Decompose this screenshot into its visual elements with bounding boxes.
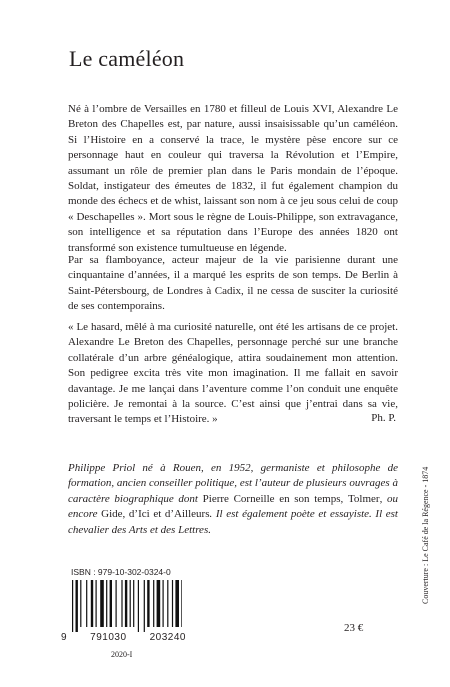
barcode-bar [144, 580, 145, 632]
barcode-bar [153, 580, 154, 627]
barcode-digits [61, 632, 186, 643]
barcode-right-group: 203240 [149, 632, 186, 643]
barcode [69, 580, 182, 632]
barcode-bar [167, 580, 168, 627]
barcode-left-group: 791030 [90, 632, 127, 643]
book-title: Le caméléon [69, 46, 185, 71]
barcode-bar [138, 580, 139, 632]
barcode-bar [181, 580, 182, 627]
barcode-bar [125, 580, 127, 627]
bio-work-2: Tolmer [347, 492, 380, 505]
barcode-bar [110, 580, 112, 627]
barcode-bar [86, 580, 87, 627]
summary-paragraph-1: Né à l’ombre de Versailles en 1780 et filleul de Louis XVI, Alexandre Le Breton des Chapelles est, par nature, aussi insaisissable qu’un caméléon. Si l’Histoire en a conservé la trace, le mystère pèse encore sur ce personnage haut en couleur qui traversa la Révolution et l’Empire, assumant un rôle de premier plan dans le Paris mondain de l’époque. Soldat, instigateur des émeutes de 1832, il fut également champion du monde des échecs et de whist, laissant son nom à ce jeu sous celui de coup « Deschapelles ». Mort sous le règne de Louis-Philippe, son extravagance, son intelligence et sa réputation dans l’Europe des années 1820 ont transformé son existence tumultueuse en légende. [68, 103, 398, 254]
barcode-bar [76, 580, 78, 632]
barcode-bar [133, 580, 134, 627]
cover-credit: Couverture : Le Café de la Régence - 1874 [421, 466, 430, 604]
barcode-bar [91, 580, 93, 627]
author-signature: Ph. P. [371, 412, 396, 424]
barcode-bar [116, 580, 117, 627]
barcode-bar [172, 580, 173, 627]
barcode-bar [100, 580, 104, 627]
isbn-label: ISBN : 979-10-302-0324-0 [71, 567, 171, 577]
bio-text-1: Philippe Priol né à Rouen, en 1952, germaniste et philosophe de formation, ancien conseiller politique, est l’auteur de plusieurs ouvrages à caractère biographique dont [68, 462, 398, 505]
bio-sep-1: , [340, 492, 348, 505]
barcode-bar [96, 580, 97, 627]
bio-sep-2: , ou encore [68, 492, 399, 521]
bio-work-1: Pierre Corneille en son temps [202, 492, 341, 505]
summary-paragraph-2: Par sa flamboyance, acteur majeur de la vie parisienne durant une cinquantaine d’années, il a marqué les esprits de son temps. De Berlin à Saint-Pétersbourg, de Londres à Cadix, il ne cessa de susciter la curiosité de ses contemporains. [68, 254, 398, 313]
barcode-bar [121, 580, 122, 627]
barcode-bar [72, 580, 73, 632]
author-quote: « Le hasard, mêlé à ma curiosité naturelle, ont été les artisans de ce projet. Alexandre Le Breton des Chapelles, personnage perché sur une branche collatérale d’un arbre généalogique, attira soudainement mon attention. Son pedigree excita très vite mon imagination. Il me fallait en savoir davantage. Je me lançai dans l’aventure comme l’on conduit une enquête policière. Je remontai à la source. C’est ainsi que j’entrai dans sa vie, traversant le temps et l’Histoire. » [68, 321, 398, 426]
price: 23 € [344, 622, 364, 634]
bio-text-2: . Il est également poète et essayiste. Il est chevalier des Arts et des Lettres. [68, 508, 398, 536]
barcode-bar [163, 580, 164, 627]
barcode-bar [157, 580, 161, 627]
edition-code: 2020-I [111, 650, 133, 659]
barcode-bar [80, 580, 81, 627]
author-bio [68, 461, 398, 538]
bio-work-3: Gide, d’Ici et d’Ailleurs [101, 508, 210, 521]
barcode-bar [147, 580, 149, 627]
barcode-bar [106, 580, 107, 627]
barcode-bar [175, 580, 179, 627]
barcode-bar [130, 580, 131, 627]
barcode-lead-digit: 9 [61, 632, 68, 643]
